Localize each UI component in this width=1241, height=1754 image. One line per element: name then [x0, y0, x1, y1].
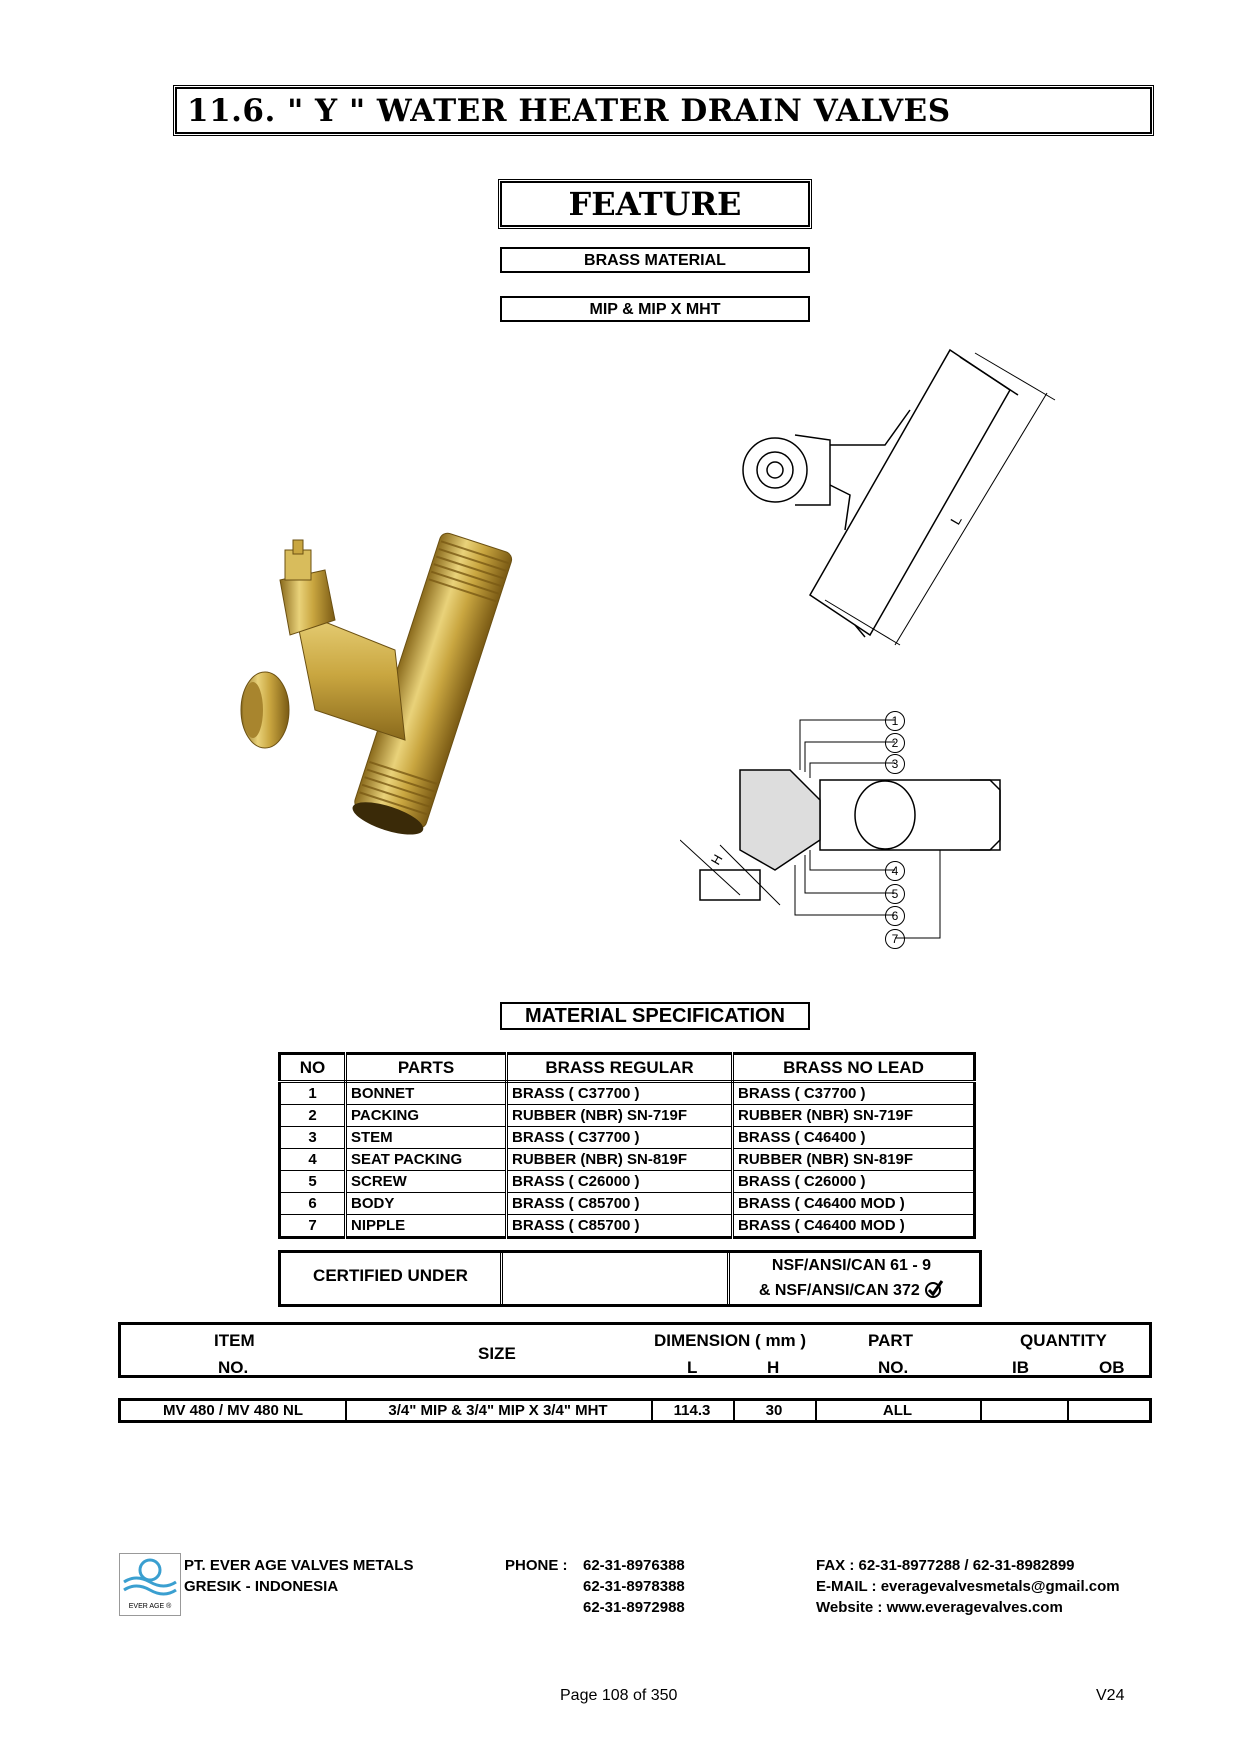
callout-column [885, 711, 907, 963]
cell-no: 4 [280, 1149, 346, 1171]
header-part: PART [868, 1331, 914, 1350]
callout-1: 1 [885, 711, 905, 731]
row-ob [1067, 1401, 1149, 1420]
page-number: Page 108 of 350 [560, 1687, 678, 1704]
table-row [280, 1082, 975, 1105]
cell-part: BODY [346, 1193, 507, 1215]
valve-drawing-section [680, 700, 1020, 960]
cell-brass-no-lead: BRASS ( C46400 MOD ) [733, 1215, 975, 1238]
certification-empty-cell [503, 1253, 730, 1304]
company-location: GRESIK - INDONESIA [184, 1578, 339, 1595]
item-table-header [118, 1322, 1152, 1378]
header-l: L [687, 1358, 698, 1377]
row-part-no: ALL [815, 1401, 982, 1420]
header-item: ITEM [214, 1331, 255, 1350]
fax: FAX : 62-31-8977288 / 62-31-8982899 [816, 1557, 1075, 1574]
table-row [280, 1171, 975, 1193]
version-label: V24 [1096, 1687, 1125, 1704]
row-size: 3/4" MIP & 3/4" MIP X 3/4" MHT [345, 1401, 653, 1420]
col-parts: PARTS [346, 1054, 507, 1082]
cert-line-2: & NSF/ANSI/CAN 372 [758, 1282, 920, 1299]
item-row [118, 1398, 1152, 1423]
phone-3: 62-31-8972988 [583, 1599, 685, 1616]
certification-standards [730, 1253, 973, 1304]
table-row [280, 1193, 975, 1215]
cell-brass-regular: BRASS ( C37700 ) [507, 1082, 733, 1105]
cell-brass-regular: RUBBER (NBR) SN-819F [507, 1149, 733, 1171]
callout-2: 2 [885, 733, 905, 753]
section-title: 11.6. " Y " WATER HEATER DRAIN VALVES [187, 93, 951, 129]
row-l: 114.3 [651, 1401, 735, 1420]
cell-brass-no-lead: RUBBER (NBR) SN-819F [733, 1149, 975, 1171]
cell-no: 7 [280, 1215, 346, 1238]
header-item-no: NO. [218, 1358, 249, 1377]
cell-brass-no-lead: RUBBER (NBR) SN-719F [733, 1105, 975, 1127]
valve-drawing-side [735, 345, 1065, 665]
valve-photo [225, 510, 555, 850]
cell-no: 2 [280, 1105, 346, 1127]
table-row [280, 1215, 975, 1238]
cell-part: PACKING [346, 1105, 507, 1127]
callout-7: 7 [885, 929, 905, 949]
wave-logo-icon [120, 1554, 180, 1598]
cell-part: SCREW [346, 1171, 507, 1193]
cell-no: 5 [280, 1171, 346, 1193]
cell-no: 3 [280, 1127, 346, 1149]
cell-brass-regular: BRASS ( C37700 ) [507, 1127, 733, 1149]
cell-brass-regular: BRASS ( C85700 ) [507, 1215, 733, 1238]
callout-5: 5 [885, 884, 905, 904]
callout-6: 6 [885, 906, 905, 926]
section-title-box [175, 87, 1152, 134]
col-brass-regular: BRASS REGULAR [507, 1054, 733, 1082]
certification-box [278, 1250, 982, 1307]
col-brass-no-lead: BRASS NO LEAD [733, 1054, 975, 1082]
cert-line-1: NSF/ANSI/CAN 61 - 9 [771, 1257, 932, 1274]
phone-1: 62-31-8976388 [583, 1557, 685, 1574]
table-header-row [280, 1054, 975, 1082]
header-dimension: DIMENSION ( mm ) [654, 1331, 807, 1350]
phone-2: 62-31-8978388 [583, 1578, 685, 1595]
dimension-label-h: H [707, 851, 726, 868]
dimension-label-l: L [947, 512, 965, 528]
certified-under-label: CERTIFIED UNDER [281, 1253, 503, 1304]
cell-part: STEM [346, 1127, 507, 1149]
company-logo [119, 1553, 181, 1616]
header-ob: OB [1099, 1358, 1125, 1377]
feature-item-mip: MIP & MIP X MHT [500, 296, 810, 322]
col-no: NO [280, 1054, 346, 1082]
cell-brass-no-lead: BRASS ( C37700 ) [733, 1082, 975, 1105]
cell-part: NIPPLE [346, 1215, 507, 1238]
cell-brass-no-lead: BRASS ( C26000 ) [733, 1171, 975, 1193]
logo-text: EVER AGE ® [128, 1603, 172, 1610]
material-spec-heading: MATERIAL SPECIFICATION [500, 1002, 810, 1030]
cell-part: SEAT PACKING [346, 1149, 507, 1171]
cell-brass-no-lead: BRASS ( C46400 ) [733, 1127, 975, 1149]
table-row [280, 1105, 975, 1127]
feature-heading-box [500, 181, 810, 227]
email-link[interactable]: E-MAIL : everagevalvesmetals@gmail.com [816, 1578, 1120, 1595]
cell-brass-regular: BRASS ( C85700 ) [507, 1193, 733, 1215]
feature-heading: FEATURE [568, 185, 742, 223]
row-h: 30 [733, 1401, 817, 1420]
cell-no: 1 [280, 1082, 346, 1105]
row-ib [980, 1401, 1069, 1420]
header-ib: IB [1012, 1358, 1029, 1377]
header-h: H [767, 1358, 780, 1377]
cell-brass-no-lead: BRASS ( C46400 MOD ) [733, 1193, 975, 1215]
cell-brass-regular: RUBBER (NBR) SN-719F [507, 1105, 733, 1127]
company-name: PT. EVER AGE VALVES METALS [184, 1557, 414, 1574]
row-item-no: MV 480 / MV 480 NL [121, 1401, 347, 1420]
feature-item-brass-material: BRASS MATERIAL [500, 247, 810, 273]
cell-part: BONNET [346, 1082, 507, 1105]
cell-no: 6 [280, 1193, 346, 1215]
header-size: SIZE [478, 1344, 516, 1363]
header-quantity: QUANTITY [1020, 1331, 1107, 1350]
callout-4: 4 [885, 861, 905, 881]
table-row [280, 1149, 975, 1171]
material-spec-table [278, 1052, 976, 1239]
checkmark-icon [924, 1279, 944, 1299]
header-part-no: NO. [878, 1358, 909, 1377]
table-row [280, 1127, 975, 1149]
website-link[interactable]: Website : www.everagevalves.com [816, 1599, 1063, 1616]
callout-3: 3 [885, 754, 905, 774]
cell-brass-regular: BRASS ( C26000 ) [507, 1171, 733, 1193]
phone-label: PHONE : [505, 1557, 568, 1574]
